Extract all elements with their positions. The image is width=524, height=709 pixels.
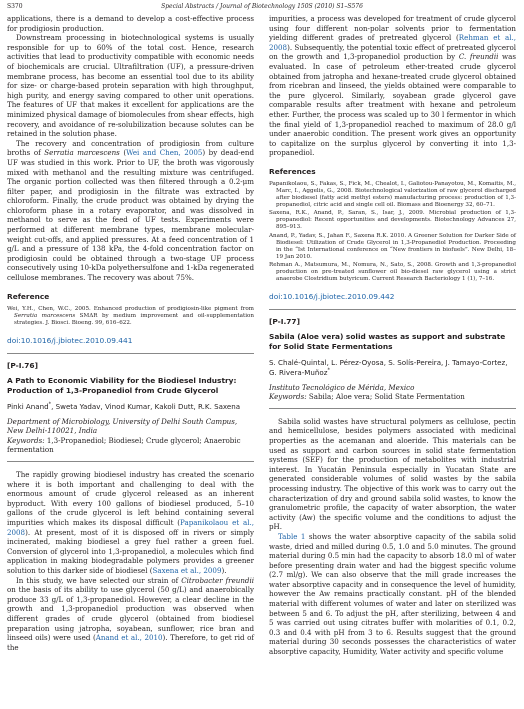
reference-list (269, 181, 516, 283)
authors: S. Chalé-Quintal, L. Pérez-Oyosa, S. Solís-Pereira, J. Tamayo-Cortez, G. Rivera-Muñoz* (269, 358, 508, 377)
citation-link[interactable]: Wei and Chen, 2005 (126, 148, 203, 158)
keywords: Keywords: Sabila; Aloe vera; Solid State Fermentation (269, 392, 465, 402)
keywords: Keywords: 1,3-Propanediol; Biodiesel; Crude glycerol; Anaerobic fermentation (7, 435, 241, 455)
page-number: S370 (7, 3, 23, 10)
paragraph: The recovery and concentration of prodigiosin from culture broths of Serratia marcescens (Wei and Chen, 2005) by dead-end UF was studied in this work. Prior to UF, the broth was vigorously mixed with methanol and the resulting mixture was centrifuged. The organic portion collected was then filtered through a 0.2-μm filter paper, and prodigiosin in the filtrate was extracted by chloroform. Finally, the crude product was obtained by drying the chloroform phase in a rotary evaporator, and was dissolved in methanol to serve as the feed of UF tests. Experiments were performed at different membrane types, membrane molecular-weight cut-offs, and applied pressures. At a feed concentration of 1 g/L and a pressure of 138 kPa, the 4-fold concentration factor on prodigiosin could be obtained through a two-stage UF process consecutively using 10-kDa polyethersulfone and 1-kDa regenerated cellulose membranes. The recovery was about 75%. (7, 138, 254, 283)
citation-link[interactable]: Papanikolaou et al., 2008 (7, 518, 254, 537)
affiliation: Instituto Tecnológico de Mérida, Mexico (269, 382, 415, 392)
reference-list (7, 306, 254, 327)
references-heading: References (269, 166, 316, 176)
divider (269, 408, 516, 409)
paragraph: In this study, we have selected our strain of Citrobacter freundii on the basis of its ability to use glycerol (50 g/L) and anaerobically produce 33 g/L of 1,3-propanediol. However, a clear decline in the growth and 1,3-propanediol production was observed when different grades of crude glycerol (obtained from biodiesel preparation using jatropha, soyabean, sunflower, rice bran and linseed oils) were used (Anand et al., 2010). Therefore, to get rid of the (7, 575, 255, 652)
affiliation: Department of Microbiology, University of Delhi South Campus, New Delhi-110021, India (7, 416, 238, 436)
running-header (7, 3, 517, 12)
table-link[interactable]: Table 1 (278, 531, 306, 541)
abstract-title: A Path to Economic Viability for the Biodiesel Industry: Production of 1,3-Propanediol from Crude Glycerol (7, 375, 237, 395)
journal-title: Special Abstracts / Journal of Biotechnology 150S (2010) S1–S576 (161, 3, 363, 10)
divider (7, 461, 254, 462)
abstract-title: Sabila (Aloe vera) solid wastes as support and substrate for Solid State Fermentations (269, 332, 506, 351)
divider (7, 353, 254, 354)
right-column (269, 14, 516, 657)
paragraph: applications, there is a demand to develop a cost-effective process for prodigiosin production. (7, 14, 254, 33)
doi-link[interactable]: doi:10.1016/j.jbiotec.2010.09.442 (269, 292, 395, 302)
reference-item: Saxena, R.K., Anand, P., Saran, S., Isar, J., 2009. Microbial production of 1,3-propanediol: Recent opportunities and developments. Biotechnology Advances 27, 895–913. (269, 210, 516, 231)
paragraph: impurities, a process was developed for treatment of crude glycerol using four different non-polar solvents prior to fermentation yielding different grades of pretreated glycerol (Rehman et al., 2008). Subsequently, the potential toxic effect of pretreated glycerol on the growth and 1,3-propanediol production by C. freundii was evaluated. In case of petroleum ether-treated crude glycerol obtained from jatropha and hexane-treated crude glycerol obtained from ricebran and linseed, the yields obtained were comparable to the pure glycerol. Similarly, soyabean grade glycerol gave comparable results after treatment with hexane and petroleum ether. Further, the process was scaled up to 30 l fermentor in which the final yield of 1,3-propanediol reached to maximum of 28.0 g/l under anaerobic condition. The present work gives an opportunity to capitalize on the surplus glycerol by converting it into 1,3-propanediol. (269, 14, 517, 158)
citation-link[interactable]: Saxena et al., 2009 (152, 566, 222, 575)
paragraph: The rapidly growing biodiesel industry has created the scenario where it is both important and challenging to deal with the enormous amount of crude glycerol released as an inherent byproduct. With every 100 gallons of biodiesel produced, 5–10 gallons of the crude glycerol is left behind containing several impurities which makes its disposal difficult (Papanikolaou et al., 2008). At present, most of it is disposed off in rivers or simply incinerated, making biodiesel a grey fuel rather a green fuel. Conversion of glycerol into 1,3-propanediol, a molecules which find application in making biodegradable polymers provides a greener solution to this darker side of biodiesel (Saxena et al., 2009). (7, 470, 254, 575)
paragraph: Table 1 shows the water absorptive capacity of the sabila solid waste, dried and milled during 0.5, 1.0 and 5.0 minutes. The ground material during 0.5 min had the capacity to absorb 18.0 ml of water before presenting drain water and had the biggest specific volume (2.7 ml/g). We can also observe that the mill grade increases the water absorptive capacity and in consequence the level of humidity, however the Aw remains practically constant. pH of the blended material with different volumes of water and later on sterilized was between 5 and 6. To adjust the pH, after sterilizing, between 4 and 5 was carried out using citrates buffer with molarities of 0.1, 0.2, 0.3 and 0.4 with pH from 3 to 6. Results suggest that the ground material during 30 seconds possesses the characteristics of water absorptive capacity, Humidity, Water activity and specific volume (269, 531, 516, 657)
doi-link[interactable]: doi:10.1016/j.jbiotec.2010.09.441 (7, 335, 133, 345)
citation-link[interactable]: Rehman et al., 2008 (269, 33, 517, 52)
abstract-id: [P-I.77] (269, 317, 300, 327)
abstract-id: [P-I.76] (7, 360, 38, 370)
reference-item: Anand, P., Yadav, S., Jahan F., Saxena R.K. 2010. A Greener Solution for Darker Side of Biodiesel: Utilization of Crude Glycerol in 1,3-Propanediol Production. Proceeding in the “Ist International conference on “New frontiers in biofuels”. New Delhi, 18–19 Jan 2010. (269, 232, 516, 260)
references-heading: Reference (7, 291, 50, 301)
reference-item: Wei, Y.H., Chen, W.C., 2005. Enhanced production of prodigiosin-like pigment from Serratia marcescens SMΔR by medium improvement and oil-supplementation strategies. J. Biosci. Bioeng. 99, 616–622. (7, 305, 254, 326)
divider (269, 309, 516, 310)
reference-item: Papanikolaou, S., Fakas, S., Fick, M., Chealot, I., Galiotou-Panayotou, M., Komaitis, M., Marc, I., Aggelis, G., 2008. Biotechnological valorization of raw glycerol discharged after biodiesel (fatty acid methyl esters) manufacturing process: production of 1,3-propanediol, citric acid and single cell oil. Biomass and Bioenergy 32, 60–71. (269, 180, 516, 209)
paragraph: Downstream processing in biotechnological systems is usually responsible for up to 60% of the total cost. Hence, research activities that lead to productivity compatible with economic needs of biochemicals are crucial. Ultrafiltration (UF), a pressure-driven membrane process, has become an essential tool due to its ability for size- or charge-based protein separation with high throughput, high purity, and energy saving compared to other unit operations. The features of UF that makes it excellent for applications are the minimized physical damage of biomolecules from shear effects, high recovery, and avoidance of re-solubilization because solutes can be retained in the solution phase. (7, 33, 254, 139)
paragraph: Sabila solid wastes have structural polymers as cellulose, pectin and hemicellulose, besides polymers associated with medicinal properties as the acemanan and aloeride. This materials can be used as support and carbon sources in solid state fermentation systems (SEF) for the production of metabolites with industrial interest. In Yucatán Peninsula especially in Yucatan State are generated considerable volumes of solid wastes by the sabila processing industry. The objective of this work was to carry out the characterization of dry and ground sabila solid wastes, to know the granulometric profile, the capacity of water absorption, the water activity (Aw) the specific volume and the conditions to adjust the pH. (269, 416, 516, 532)
authors: Pinki Anand*, Sweta Yadav, Vinod Kumar, Kakoli Dutt, R.K. Saxena (7, 401, 241, 412)
citation-link[interactable]: Anand et al., 2010 (95, 633, 163, 643)
reference-item: Rehman A., Matsumura, M., Nomura, N., Sato, S., 2008. Growth and 1,3-propanediol production on pre-treated sunflower oil bio-diesel raw glycerol using a strict anaerobe Clostridium butyricum. Current Research Bacteriology 1 (1), 7–16. (269, 261, 516, 283)
left-column (7, 14, 254, 652)
